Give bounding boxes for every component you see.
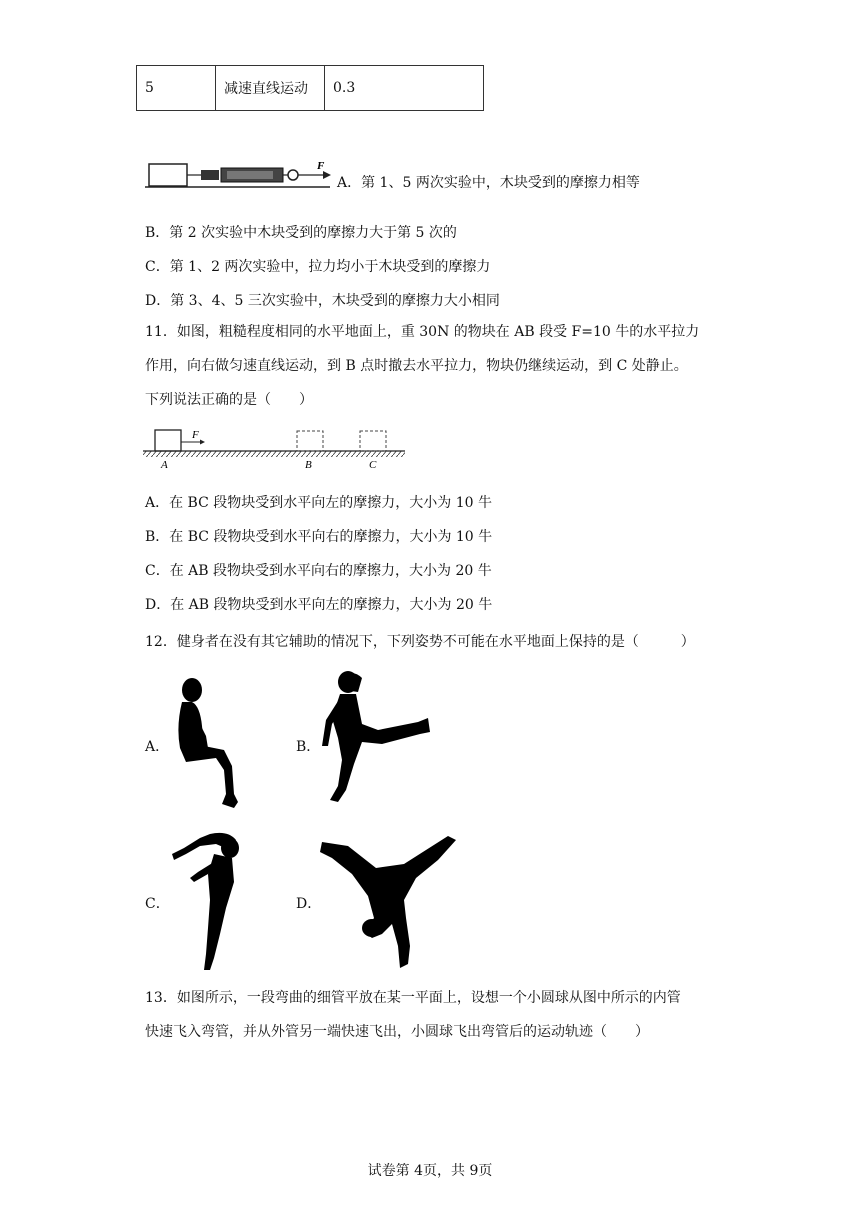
q12-label-d: D． (296, 896, 322, 912)
rough-ground (143, 451, 405, 457)
block-at-b (297, 431, 323, 451)
force-label: F (192, 429, 199, 441)
ground-blocks-figure (143, 425, 408, 471)
table-cell-trial: 5 (137, 66, 216, 111)
standing-split-silhouette-image (170, 830, 242, 972)
spring-hook (201, 170, 219, 180)
point-a-label: A (161, 459, 168, 471)
q11-option-c: C．在 AB 段物块受到水平向右的摩擦力，大小为 20 牛 (145, 563, 492, 579)
force-label: F (317, 160, 325, 172)
force-arrow-icon (323, 171, 331, 179)
table-cell-force: 0.3 (325, 66, 484, 111)
leg-kick-silhouette-image (318, 668, 433, 804)
q10-option-d: D．第 3、4、5 三次实验中，木块受到的摩擦力大小相同 (145, 293, 500, 309)
q11-option-d: D．在 AB 段物块受到水平向左的摩擦力，大小为 20 牛 (145, 597, 493, 613)
one-hand-freeze-silhouette-image (318, 828, 460, 970)
q12-label-c: C． (145, 896, 170, 912)
q13-text-line2: 快速飞入弯管，并从外管另一端快速飞出，小圆球飞出弯管后的运动轨迹（ ） (145, 1024, 649, 1040)
q13-text-line1: 13．如图所示，一段弯曲的细管平放在某一平面上，设想一个小圆球从图中所示的内管 (145, 990, 681, 1006)
q12-label-b: B． (296, 739, 321, 755)
pull-ring (288, 170, 298, 180)
block-spring-scale-figure (145, 158, 335, 192)
q11-option-b: B．在 BC 段物块受到水平向右的摩擦力，大小为 10 牛 (145, 529, 493, 545)
q12-label-a: A． (145, 739, 170, 755)
table-row (137, 66, 484, 111)
point-c-label: C (369, 459, 377, 471)
page-footer: 试卷第 4页，共 9页 (367, 1163, 493, 1179)
point-b-label: B (305, 459, 312, 471)
table-cell-motion: 减速直线运动 (216, 66, 325, 111)
q11-option-a: A．在 BC 段物块受到水平向左的摩擦力，大小为 10 牛 (145, 495, 492, 511)
q12-question: 12．健身者在没有其它辅助的情况下，下列姿势不可能在水平地面上保持的是（ ） (145, 634, 695, 650)
q10-option-b: B．第 2 次实验中木块受到的摩擦力大于第 5 次的 (145, 225, 457, 241)
q11-text-line2: 作用，向右做匀速直线运动，到 B 点时撤去水平拉力，物块仍继续运动，到 C 处静止。 (145, 358, 688, 374)
experiment-table (136, 65, 484, 111)
force-arrow-icon (200, 440, 205, 445)
q11-text-line3: 下列说法正确的是（ ） (145, 392, 313, 408)
block-at-a (155, 430, 181, 451)
block-at-c (360, 431, 386, 451)
sitting-silhouette-image (172, 676, 250, 812)
q10-option-a: A．第 1、5 两次实验中，木块受到的摩擦力相等 (337, 175, 640, 191)
wood-block (149, 164, 187, 186)
q10-option-c: C．第 1、2 两次实验中，拉力均小于木块受到的摩擦力 (145, 259, 491, 275)
q11-text-line1: 11．如图，粗糙程度相同的水平地面上，重 30N 的物块在 AB 段受 F=10 牛的水平拉力 (145, 324, 700, 340)
